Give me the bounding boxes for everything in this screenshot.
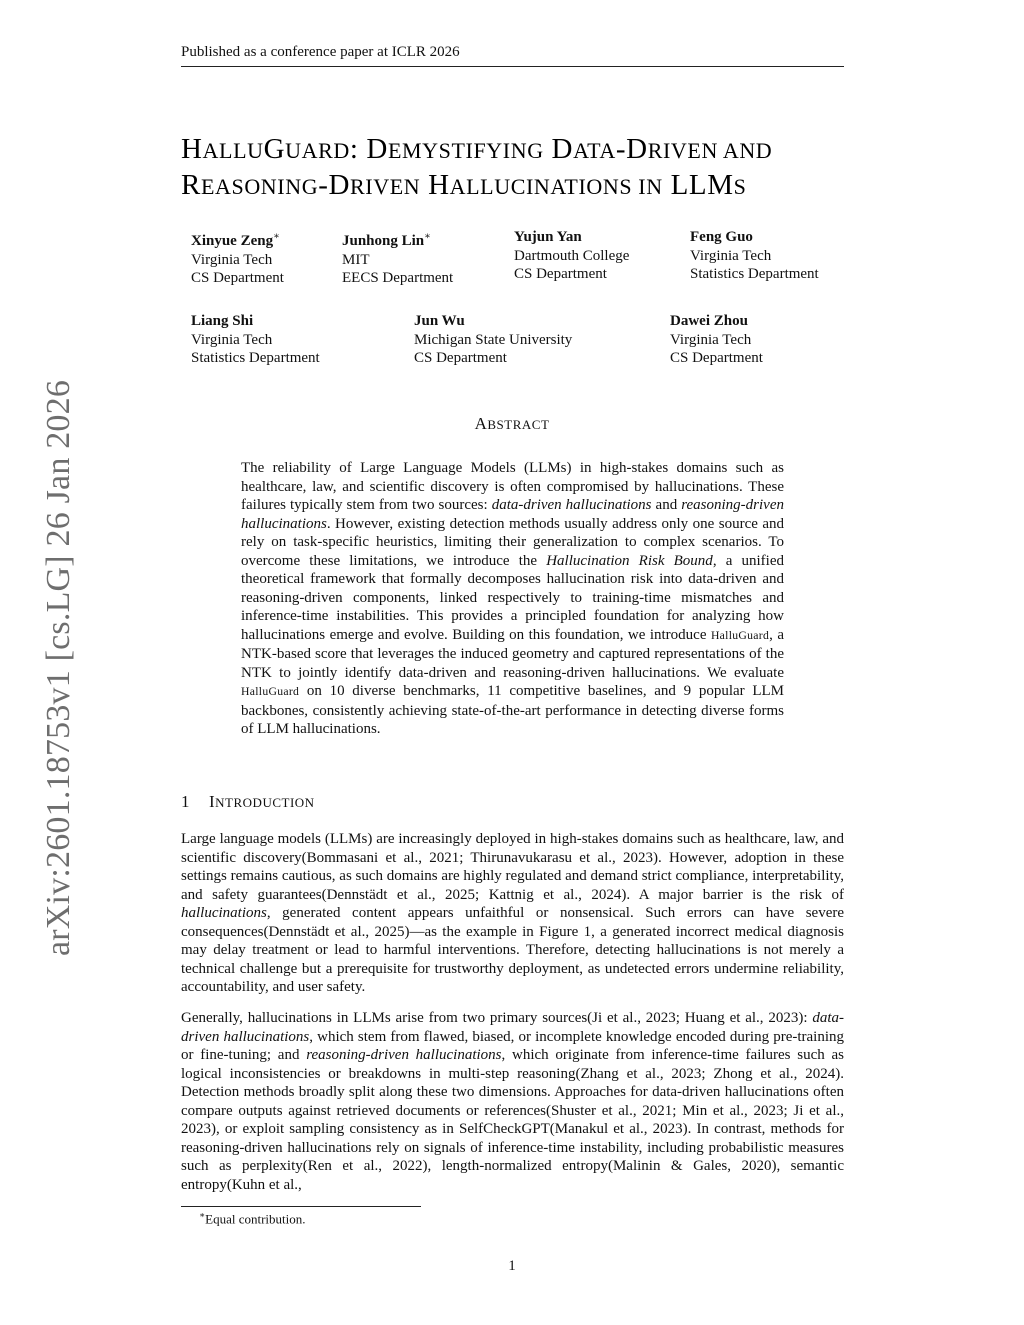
author-name: Feng Guo [690, 229, 753, 245]
author-department: Statistics Department [191, 350, 320, 366]
author-name: Xinyue Zeng [191, 233, 274, 249]
author-name: Junhong Lin [342, 233, 425, 249]
emphasis: reasoning-driven hallucinations [241, 497, 784, 532]
author-block [670, 312, 763, 368]
footnote-rule [181, 1206, 421, 1207]
page-number: 1 [508, 1258, 516, 1274]
abstract-body: The reliability of Large Language Models (LLMs) in high-stakes domains such as healthcare, law, and scientific discovery is often compromised by hallucinations. These failures typically stem from two sources: data-driven hallucinations and reasoning-driven hallucinations. However, existing detection methods usually address only one source and rely on task-specific heuristics, limiting their generalization to complex scenarios. To overcome these limitations, we introduce the Hallucination Risk Bound, a unified theoretical framework that formally decomposes hallucination risk into data-driven and reasoning-driven components, linked respectively to training-time mismatches and inference-time instabilities. This provides a principled foundation for analyzing how hallucinations emerge and evolve. Building on this foundation, we introduce HalluGuard, a NTK-based score that leverages the induced geometry and captured representations of the NTK to jointly identify data-driven and reasoning-driven hallucinations. We evaluate HalluGuard on 10 diverse benchmarks, 11 competitive baselines, and 9 popular LLM backbones, consistently achieving state-of-the-art performance in detecting diverse forms of LLM hallucinations. [241, 460, 784, 737]
author-department: CS Department [514, 266, 607, 282]
conference-header: Published as a conference paper at ICLR 2026 [181, 44, 460, 60]
method-name: HalluGuard [710, 628, 770, 642]
arxiv-identifier-stamp: arXiv:2601.18753v1 [cs.LG] 26 Jan 2026 [40, 379, 77, 957]
author-affiliation: Dartmouth College [514, 247, 630, 264]
author-name: Liang Shi [191, 313, 254, 329]
author-department: CS Department [414, 350, 507, 366]
header-rule [181, 66, 844, 67]
author-affiliation: Virginia Tech [191, 251, 273, 268]
author-department: CS Department [191, 270, 284, 286]
equal-contribution-mark: ∗ [273, 231, 280, 242]
author-name: Jun Wu [414, 313, 465, 329]
paper-title [181, 132, 881, 204]
author-affiliation: Virginia Tech [191, 331, 273, 348]
emphasis: Hallucination Risk Bound [546, 552, 713, 569]
author-block [191, 312, 320, 368]
author-affiliation: Michigan State University [414, 331, 573, 348]
author-department: Statistics Department [690, 266, 819, 282]
author-block [191, 228, 284, 288]
intro-paragraph-2: Generally, hallucinations in LLMs arise from two primary sources(Ji et al., 2023; Huang et al., 2023): data-driven hallucinations, which stem from flawed, biased, or incomplete knowledge encoded during pre-training or fine-tuning; and reasoning-driven hallucinations, which originate from inference-time failures such as logical inconsistencies or breakdowns in multi-step reasoning(Zhang et al., 2023; Zhong et al., 2024). Detection methods broadly split along these two dimensions. Approaches for data-driven hallucinations often compare outputs against retrieved documents or references(Shuster et al., 2021; Min et al., 2023; Ji et al., 2023), or exploit sampling consistency as in SelfCheckGPT(Manakul et al., 2023). In contrast, methods for reasoning-driven hallucinations rely on signals of inference-time instability, including probabilistic measures such as perplexity(Ren et al., 2022), length-normalized entropy(Malinin & Gales, 2020), semantic entropy(Kuhn et al., [181, 1010, 845, 1193]
title-line-2: REASONING-DRIVEN HALLUCINATIONS IN LLMS [181, 169, 747, 201]
author-affiliation: MIT [342, 251, 370, 268]
emphasis: reasoning-driven hallucinations [306, 1047, 502, 1063]
footnote [199, 1210, 306, 1227]
emphasis: data-driven hallucinations [491, 497, 652, 513]
footnote-text: Equal contribution. [205, 1211, 306, 1227]
emphasis: hallucinations [181, 905, 267, 921]
author-name: Yujun Yan [514, 229, 582, 245]
title-line-1: HALLUGUARD: DEMYSTIFYING DATA-DRIVEN AND [181, 133, 773, 165]
section-heading: 1 INTRODUCTION [181, 792, 315, 811]
abstract-heading: ABSTRACT [474, 414, 550, 433]
author-block [414, 312, 572, 368]
author-affiliation: Virginia Tech [670, 331, 752, 348]
equal-contribution-mark: ∗ [424, 231, 431, 242]
method-name: HalluGuard [241, 685, 300, 698]
emphasis: data-driven hallucinations [181, 1010, 844, 1045]
author-block [690, 228, 819, 284]
intro-paragraph-1: Large language models (LLMs) are increasingly deployed in high-stakes domains such as healthcare, law, and scientific discovery(Bommasani et al., 2021; Thirunavukarasu et al., 2023). However, adoption in these settings remains cautious, as such domains are highly regulated and demand strict compliance, interpretability, and safety guarantees(Dennstädt et al., 2025; Kattnig et al., 2024). A major barrier is the risk of hallucinations, generated content appears unfaithful or nonsensical. Such errors can have severe consequences(Dennstädt et al., 2025)—as the example in Figure 1, a generated incorrect medical diagnosis may delay treatment or lead to harmful interventions. Therefore, detecting hallucinations is not merely a technical challenge but a prerequisite for trustworthy deployment, as undetected errors undermine reliability, accountability, and user safety. [181, 831, 845, 995]
author-affiliation: Virginia Tech [690, 247, 772, 264]
author-block [514, 228, 629, 284]
footnote-mark: ∗ [199, 1210, 206, 1220]
author-department: EECS Department [342, 270, 454, 286]
section-number: 1 [181, 792, 190, 811]
author-block [342, 228, 453, 288]
author-name: Dawei Zhou [670, 313, 748, 329]
author-department: CS Department [670, 350, 763, 366]
